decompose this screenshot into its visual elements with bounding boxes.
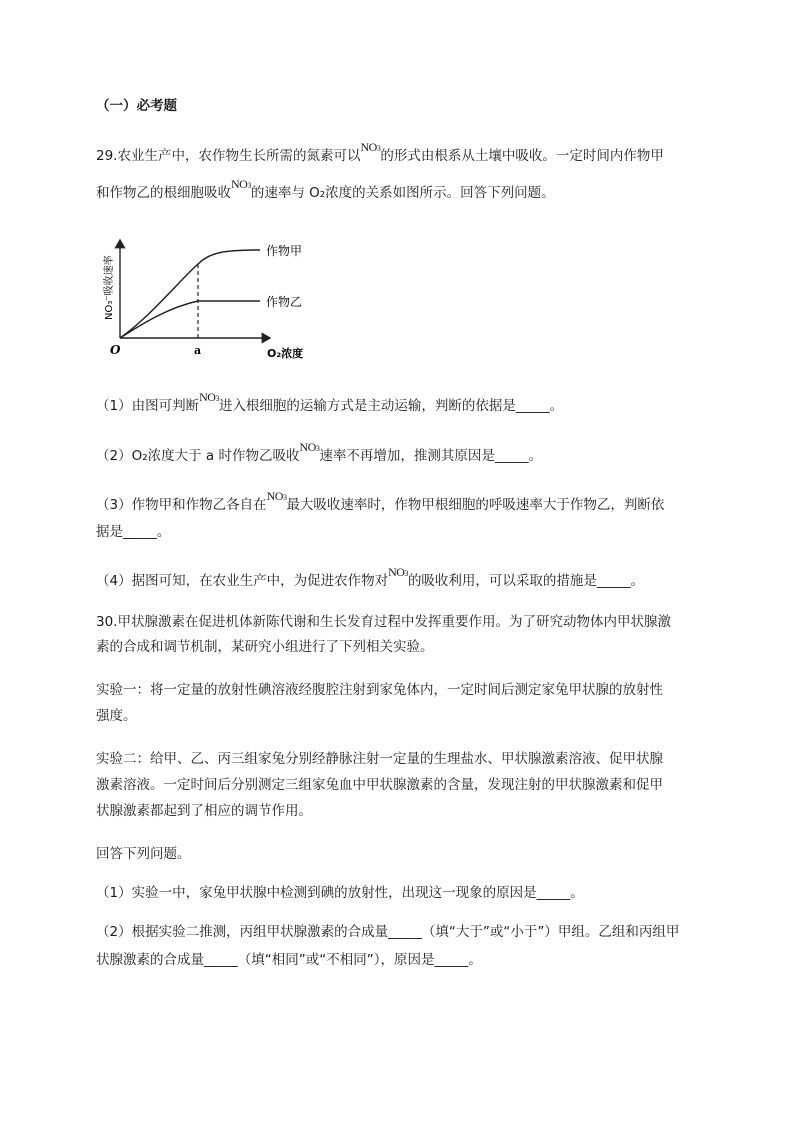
- no3-formula: NO3: [231, 177, 251, 191]
- q30-exp1-line-1: 实验一：将一定量的放射性碘溶液经腹腔注射到家兔体内，一定时间后测定家兔甲状腺的放射性: [96, 682, 663, 698]
- q30-line-2: 素的合成和调节机制，某研究小组进行了下列相关实验。: [96, 639, 434, 655]
- q29-sub-4: （4）据图可知，在农业生产中，为促进农作物对NO3的吸收利用，可以采取的措施是_____。: [96, 565, 645, 589]
- no3-formula: NO3: [388, 565, 408, 579]
- q30-sub-2-line-2: 状腺激素的合成量_____（填“相同”或“不相同”），原因是_____。: [96, 952, 482, 968]
- a-tick-label: a: [194, 344, 202, 357]
- no3-formula: NO3: [199, 390, 219, 404]
- no3-formula: NO3: [299, 440, 320, 454]
- q29-sub-3-line-2: 据是_____。: [96, 524, 171, 540]
- q29-line-1-a: 29.农业生产中，农作物生长所需的氮素可以: [96, 148, 361, 164]
- no3-formula: NO3: [360, 140, 381, 154]
- q29-line-2: 和作物乙的根细胞吸收NO3的速率与 O₂浓度的关系如图所示。回答下列问题。: [96, 177, 555, 201]
- no3-formula: NO3: [266, 489, 287, 503]
- x-axis-label: O₂浓度: [267, 347, 304, 360]
- q30-line-1: 30.甲状腺激素在促进机体新陈代谢和生长发育过程中发挥重要作用。为了研究动物体内甲状腺激: [96, 614, 671, 630]
- q30-exp2-line-2: 激素溶液。一定时间后分别测定三组家兔血中甲状腺激素的含量，发现注射的甲状腺激素和促甲: [96, 777, 663, 793]
- q29-line-1-b: 的形式由根系从土壤中吸收。一定时间内作物甲: [380, 148, 664, 164]
- y-axis-label: NO₃⁻吸收速率: [104, 255, 115, 320]
- q29-sub-1: （1）由图可判断NO3进入根细胞的运输方式是主动运输，判断的依据是_____。: [96, 390, 564, 414]
- label-crop-a: 作物甲: [266, 244, 303, 258]
- section-title: （一）必考题: [96, 98, 177, 114]
- q30-exp2-line-1: 实验二：给甲、乙、丙三组家兔分别经静脉注射一定量的生理盐水、甲状腺激素溶液、促甲状腺: [96, 751, 663, 767]
- q29-line-1: [96, 140, 664, 168]
- q30-sub-1: （1）实验一中，家兔甲状腺中检测到碘的放射性，出现这一现象的原因是_____。: [96, 885, 584, 901]
- q30-answer-prompt: 回答下列问题。: [96, 846, 191, 862]
- curve-crop-b: [120, 301, 260, 338]
- q30-exp1-line-2: 强度。: [96, 708, 137, 724]
- label-crop-b: 作物乙: [266, 295, 303, 309]
- q30-sub-2-line-1: （2）根据实验二推测，丙组甲状腺激素的合成量_____（填“大于”或“小于”）甲组。乙组和丙组甲: [96, 924, 680, 940]
- q29-sub-3-line-1: （3）作物甲和作物乙各自在NO3最大吸收速率时，作物甲根细胞的呼吸速率大于作物乙，判断依: [96, 489, 665, 513]
- origin-label: O: [110, 343, 121, 357]
- q29-sub-2: （2）O₂浓度大于 a 时作物乙吸收NO3速率不再增加，推测其原因是_____。: [96, 440, 543, 464]
- absorption-rate-graph: [100, 232, 325, 362]
- q30-exp2-line-3: 状腺激素都起到了相应的调节作用。: [96, 803, 312, 819]
